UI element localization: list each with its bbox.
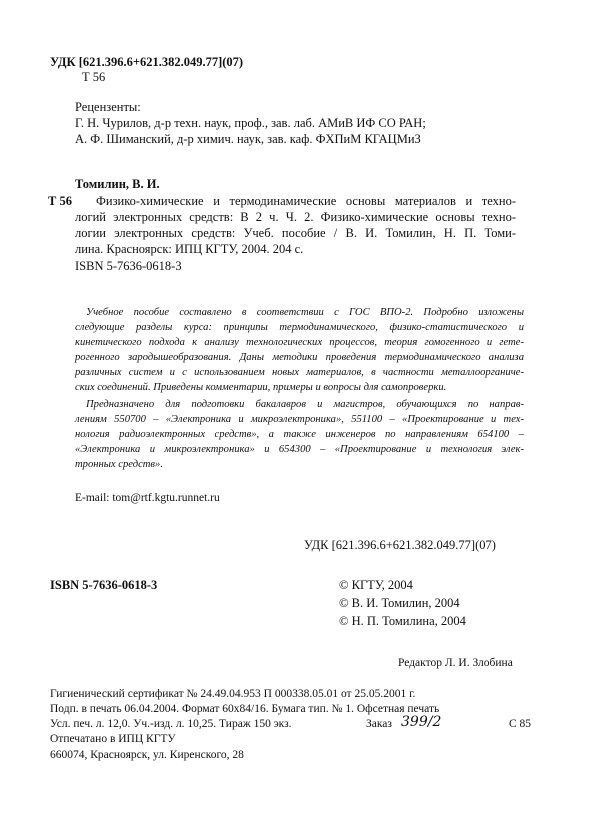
reviewer-line: Г. Н. Чурилов, д-р техн. наук, проф., зав. лаб. АМиВ ИФ СО РАН; bbox=[75, 116, 426, 130]
imprint-order-label: Заказ bbox=[366, 718, 392, 730]
editor-line: Редактор Л. И. Злобина bbox=[398, 657, 513, 669]
copyright-line: © В. И. Томилин, 2004 bbox=[339, 596, 460, 610]
isbn-bottom: ISBN 5-7636-0618-3 bbox=[50, 578, 158, 592]
udk-code-top: УДК [621.396.6+621.382.049.77](07) bbox=[50, 55, 244, 69]
bib-isbn: ISBN 5-7636-0618-3 bbox=[75, 259, 182, 273]
udk-code-bottom: УДК [621.396.6+621.382.049.77](07) bbox=[304, 538, 496, 552]
bib-line: лина. Красноярск: ИПЦ КГТУ, 2004. 204 с. bbox=[75, 242, 304, 256]
copyright-line: © Н. П. Томилина, 2004 bbox=[339, 614, 466, 628]
imprint-c-code: С 85 bbox=[509, 718, 532, 730]
annotation-line: тронных средств». bbox=[75, 459, 163, 470]
imprint-printed: Отпечатано в ИПЦ КГТУ bbox=[50, 733, 176, 745]
author-mark-top: Т 56 bbox=[82, 70, 106, 84]
annotation-line: «Электроника и микроэлектроника» и 654300 – «Проектирование и технология элек- bbox=[75, 444, 524, 455]
email-line: E-mail: tom@rtf.kgtu.runnet.ru bbox=[75, 492, 220, 504]
bib-line: логий электронных средств: В 2 ч. Ч. 2. Физико-химические основы техно- bbox=[75, 210, 516, 224]
annotation-line: кинетического подхода к анализу технологических процессов, теория гомогенного и гете- bbox=[75, 337, 524, 348]
bib-author: Томилин, В. И. bbox=[75, 177, 160, 191]
bib-line: логии электронных средств: Учеб. пособие / В. И. Томилин, Н. П. Томи- bbox=[75, 226, 516, 240]
annotation-line: Предназначено для подготовки бакалавров и магистров, обучающихся по направ- bbox=[86, 399, 524, 410]
annotation-line: нология радиоэлектронных средств», а также инженеров по направлениям 654100 – bbox=[75, 429, 524, 440]
imprint-order-handwritten: 399/2 bbox=[401, 714, 442, 730]
annotation-line: следующие разделы курса: принципы термодинамического, физико-статистического и bbox=[75, 322, 524, 333]
annotation-line: Учебное пособие составлено в соответствии с ГОС ВПО-2. Подробно изложены bbox=[86, 307, 524, 318]
imprint-signed: Подп. в печать 06.04.2004. Формат 60x84/16. Бумага тип. № 1. Офсетная печать bbox=[50, 703, 440, 715]
annotation-line: ских соединений. Приведены комментарии, примеры и вопросы для самопроверки. bbox=[75, 382, 447, 393]
copyright-line: © КГТУ, 2004 bbox=[339, 578, 413, 592]
bib-mark: Т 56 bbox=[48, 194, 72, 208]
imprint-certificate: Гигиенический сертификат № 24.49.04.953 П 000338.05.01 от 25.05.2001 г. bbox=[50, 688, 416, 700]
imprint-sheets: Усл. печ. л. 12,0. Уч.-изд. л. 10,25. Тираж 150 экз. bbox=[50, 718, 292, 730]
annotation-line: рогенного зародышеобразования. Даны методики проведения термодинамического анализа bbox=[75, 352, 524, 363]
annotation-line: различных систем и с использованием новых материалов, в частности металлоорганиче- bbox=[75, 367, 524, 378]
reviewer-line: А. Ф. Шиманский, д-р химич. наук, зав. каф. ФХПиМ КГАЦМиЗ bbox=[75, 132, 421, 146]
annotation-line: лениям 550700 – «Электроника и микроэлектроника», 551100 – «Проектирование и тех- bbox=[75, 414, 524, 425]
bib-line: Физико-химические и термодинамические основы материалов и техно- bbox=[96, 194, 516, 208]
reviewers-heading: Рецензенты: bbox=[75, 100, 141, 114]
imprint-address: 660074, Красноярск, ул. Киренского, 28 bbox=[50, 749, 244, 761]
